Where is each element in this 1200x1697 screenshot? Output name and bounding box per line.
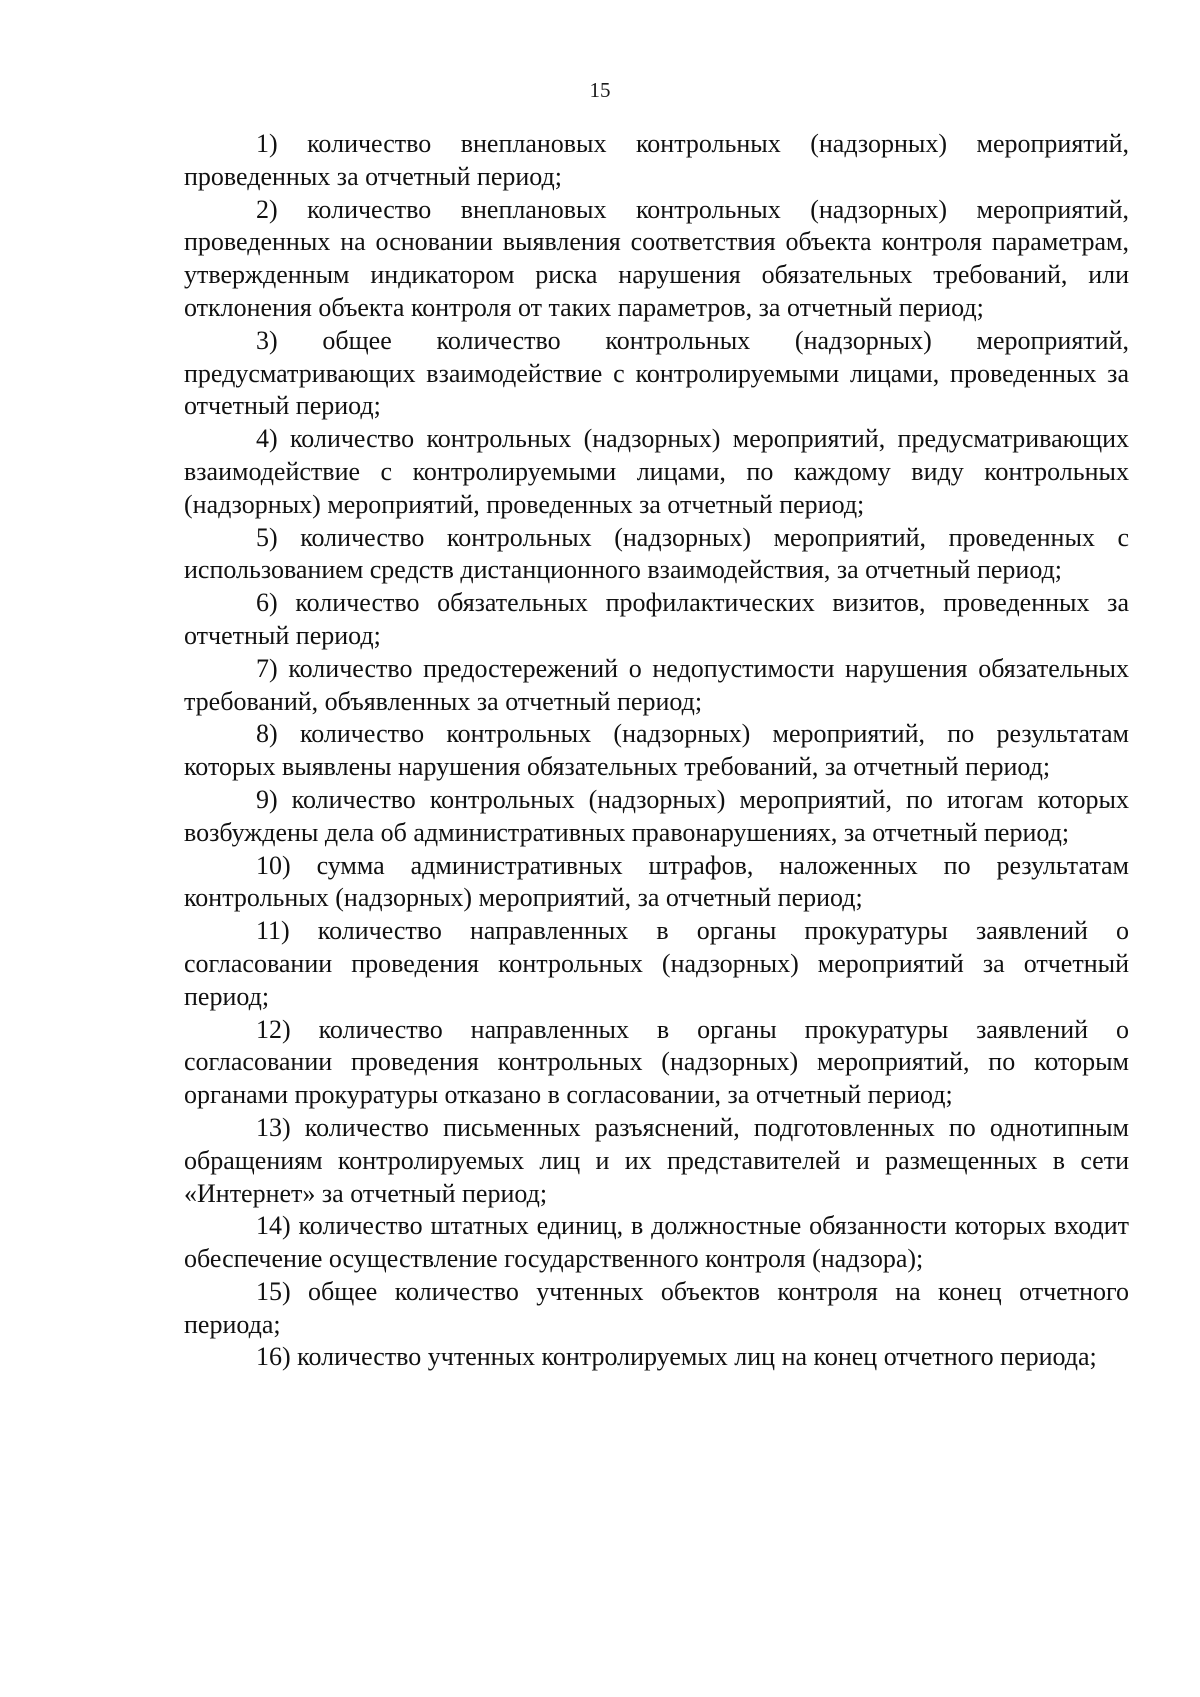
- list-item-7: 7) количество предостережений о недопустимости нарушения обязательных требований, объявленных за отчетный период;: [184, 653, 1129, 716]
- list-item-1: 1) количество внеплановых контрольных (надзорных) мероприятий, проведенных за отчетный период;: [184, 129, 1129, 191]
- list-item-16: 16) количество учтенных контролируемых лиц на конец отчетного периода;: [256, 1342, 1097, 1372]
- list-item-10: 10) сумма административных штрафов, наложенных по результатам контрольных (надзорных) мероприятий, за отчетный период;: [184, 850, 1129, 913]
- list-item-12: 12) количество направленных в органы прокуратуры заявлений о согласовании проведения контрольных (надзорных) мероприятий, по которым органами прокуратуры отказано в согласовании, за отчетный период;: [184, 1014, 1129, 1110]
- list-item-15: 15) общее количество учтенных объектов контроля на конец отчетного периода;: [184, 1276, 1129, 1339]
- list-item-14: 14) количество штатных единиц, в должностные обязанности которых входит обеспечение осуществление государственного контроля (надзора);: [184, 1211, 1129, 1274]
- list-item-5: 5) количество контрольных (надзорных) мероприятий, проведенных с использованием средств дистанционного взаимодействия, за отчетный период;: [184, 522, 1129, 585]
- list-item-13: 13) количество письменных разъяснений, подготовленных по однотипным обращениям контролируемых лиц и их представителей и размещенных в сети «Интернет» за отчетный период;: [184, 1112, 1129, 1208]
- list-item-11: 11) количество направленных в органы прокуратуры заявлений о согласовании проведения контрольных (надзорных) мероприятий за отчетный период;: [184, 916, 1129, 1011]
- list-item-2: 2) количество внеплановых контрольных (надзорных) мероприятий, проведенных на основании выявления соответствия объекта контроля параметрам, утвержденным индикатором риска нарушения обязательных требований, или отклонения объекта контроля от таких параметров, за отчетный период;: [184, 194, 1129, 322]
- list-item-6: 6) количество обязательных профилактических визитов, проведенных за отчетный период;: [184, 588, 1129, 650]
- list-item-9: 9) количество контрольных (надзорных) мероприятий, по итогам которых возбуждены дела об административных правонарушениях, за отчетный период;: [184, 784, 1129, 847]
- list-item-4: 4) количество контрольных (надзорных) мероприятий, предусматривающих взаимодействие с контролируемыми лицами, по каждому виду контрольных (надзорных) мероприятий, проведенных за отчетный период;: [184, 424, 1129, 519]
- page-number: 15: [589, 78, 611, 102]
- list-item-3: 3) общее количество контрольных (надзорных) мероприятий, предусматривающих взаимодействие с контролируемыми лицами, проведенных за отчетный период;: [184, 325, 1129, 421]
- document-body: [184, 128, 1129, 1374]
- list-item-8: 8) количество контрольных (надзорных) мероприятий, по результатам которых выявлены нарушения обязательных требований, за отчетный период;: [184, 719, 1129, 782]
